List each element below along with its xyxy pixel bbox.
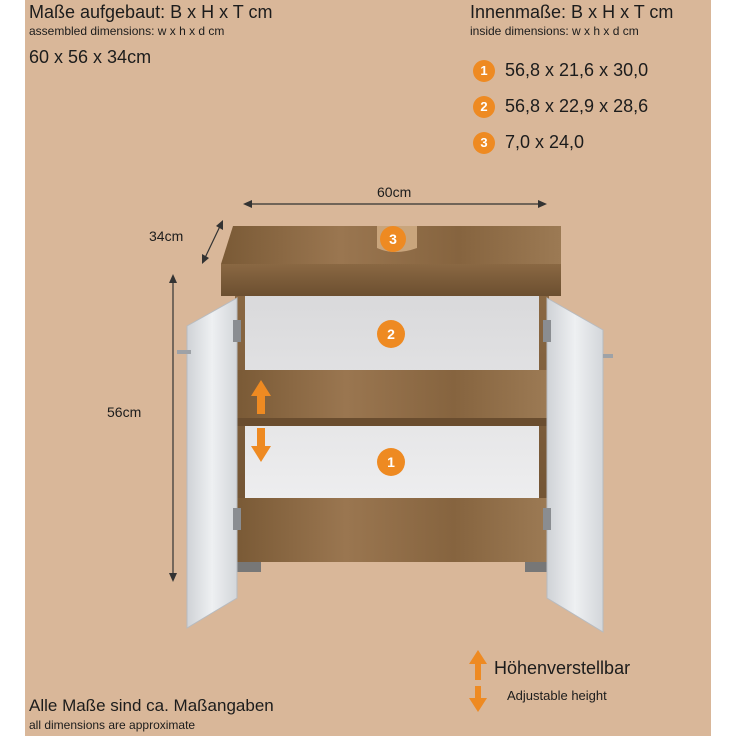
marker-2-icon: 2	[377, 320, 405, 348]
middle-shelf	[237, 370, 547, 418]
legend-down-arrow-icon	[469, 686, 487, 712]
product-dimension-panel	[25, 0, 711, 736]
cabinet-top-front	[221, 264, 561, 296]
depth-dimension	[202, 220, 223, 264]
assembled-value: 60 x 56 x 34cm	[29, 47, 152, 67]
badge-1-icon: 1	[473, 60, 495, 82]
middle-shelf-edge	[237, 418, 547, 426]
left-door	[187, 298, 237, 628]
right-foot	[525, 562, 549, 572]
right-door-handle	[603, 354, 613, 358]
left-door-handle	[177, 350, 191, 354]
badge-3-icon: 3	[473, 132, 495, 154]
right-door	[547, 298, 603, 632]
left-foot	[237, 562, 261, 572]
right-upper-hinge	[543, 320, 551, 342]
footer-note-en: all dimensions are approximate	[29, 718, 196, 732]
cabinet-illustration	[25, 0, 711, 736]
inside-title: Innenmaße: B x H x T cm	[470, 2, 674, 22]
left-lower-hinge	[233, 508, 241, 530]
assembled-title: Maße aufgebaut: B x H x T cm	[29, 2, 273, 22]
marker-1-icon: 1	[377, 448, 405, 476]
width-dimension	[243, 200, 547, 208]
legend-label-de: Höhenverstellbar	[494, 658, 631, 678]
inside-dimension-1: 56,8 x 21,6 x 30,0	[505, 60, 649, 80]
marker-3-icon: 3	[380, 226, 406, 252]
footer-note-de: Alle Maße sind ca. Maßangaben	[29, 696, 274, 715]
right-lower-hinge	[543, 508, 551, 530]
width-label: 60cm	[377, 184, 412, 200]
bottom-shelf	[237, 498, 547, 562]
height-dimension	[169, 274, 177, 582]
assembled-subtitle: assembled dimensions: w x h x d cm	[29, 24, 225, 38]
height-label: 56cm	[107, 404, 142, 420]
legend-label-en: Adjustable height	[507, 688, 607, 703]
inside-subtitle: inside dimensions: w x h x d cm	[470, 24, 639, 38]
legend-up-arrow-icon	[469, 650, 487, 680]
inside-dimension-2: 56,8 x 22,9 x 28,6	[505, 96, 649, 116]
depth-label: 34cm	[149, 228, 184, 244]
inside-dimension-3: 7,0 x 24,0	[505, 132, 585, 152]
badge-2-icon: 2	[473, 96, 495, 118]
left-upper-hinge	[233, 320, 241, 342]
